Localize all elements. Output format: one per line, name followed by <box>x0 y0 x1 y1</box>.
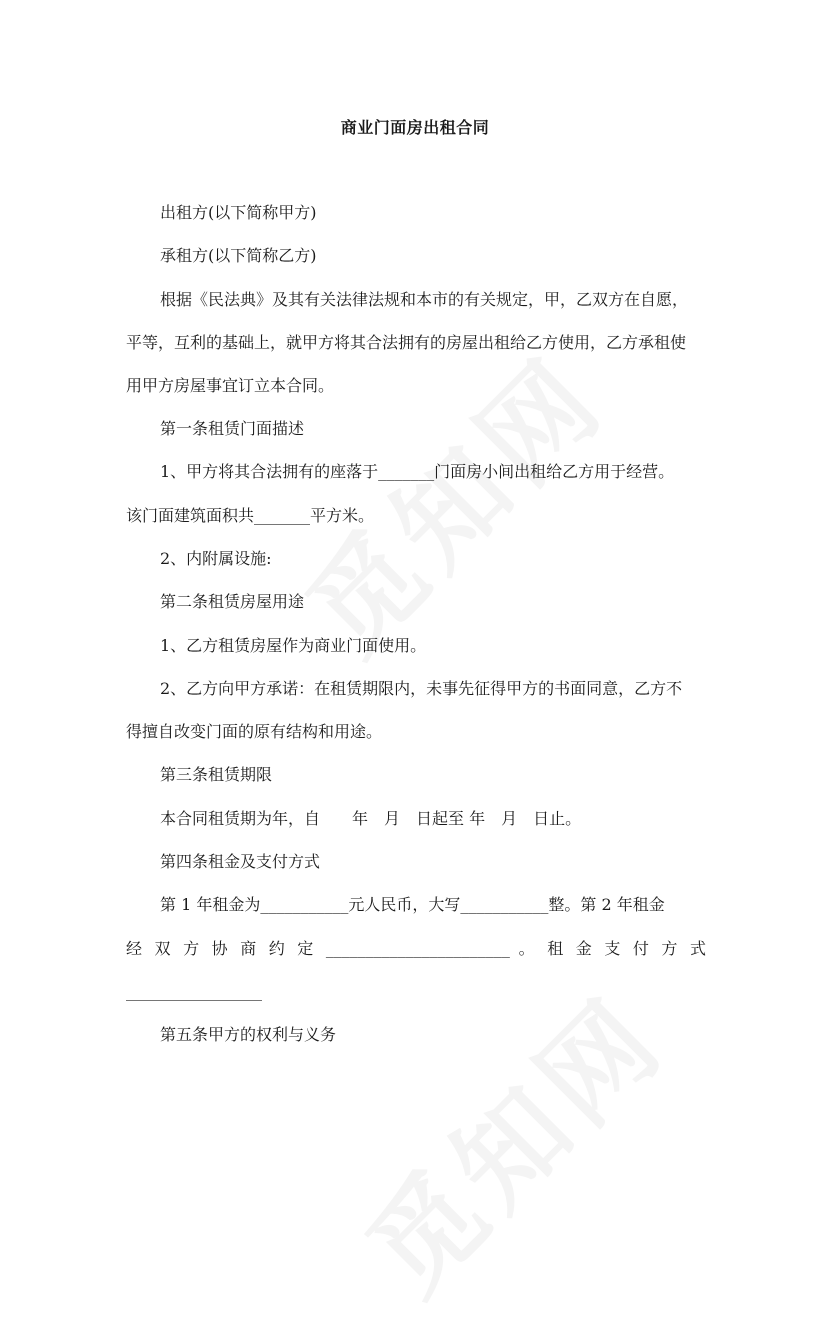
clause-line: 得擅自改变门面的原有结构和用途。 <box>126 722 383 741</box>
watermark <box>327 956 693 1322</box>
clause-line: 1、乙方租赁房屋作为商业门面使用。 <box>160 636 427 655</box>
clause-line: 该门面建筑面积共_______平方米。 <box>126 506 375 525</box>
party-a-line: 出租方(以下简称甲方) <box>160 203 317 222</box>
article-heading: 第四条租金及支付方式 <box>160 852 321 871</box>
clause-line: 2、乙方向甲方承诺：在租赁期限内，未事先征得甲方的书面同意，乙方不 <box>160 679 683 698</box>
watermark <box>267 316 633 682</box>
document-title: 商业门面房出租合同 <box>340 118 490 137</box>
preamble-line: 平等，互利的基础上，就甲方将其合法拥有的房屋出租给乙方使用，乙方承租使 <box>126 333 687 352</box>
article-heading: 第二条租赁房屋用途 <box>160 592 305 611</box>
article-heading: 第三条租赁期限 <box>160 765 273 784</box>
clause-line: 2、内附属设施: <box>160 549 272 568</box>
party-b-line: 承租方(以下简称乙方) <box>160 246 317 265</box>
clause-line: 1、甲方将其合法拥有的座落于_______门面房小间出租给乙方用于经营。 <box>160 462 675 481</box>
clause-line: _________________ <box>126 982 262 1001</box>
article-heading: 第一条租赁门面描述 <box>160 419 305 438</box>
preamble-line: 用甲方房屋事宜订立本合同。 <box>126 376 335 395</box>
clause-line: 经 双 方 协 商 约 定 _______________________ 。 租 金 支 付 方 式 <box>126 939 706 958</box>
clause-line: 第 1 年租金为___________元人民币，大写___________整。第 2 年租金 <box>160 895 665 914</box>
article-heading: 第五条甲方的权利与义务 <box>160 1025 337 1044</box>
clause-line: 本合同租赁期为年，自 年 月 日起至 年 月 日止。 <box>160 809 582 828</box>
preamble-line: 根据《民法典》及其有关法律法规和本市的有关规定，甲，乙双方在自愿， <box>160 290 689 309</box>
